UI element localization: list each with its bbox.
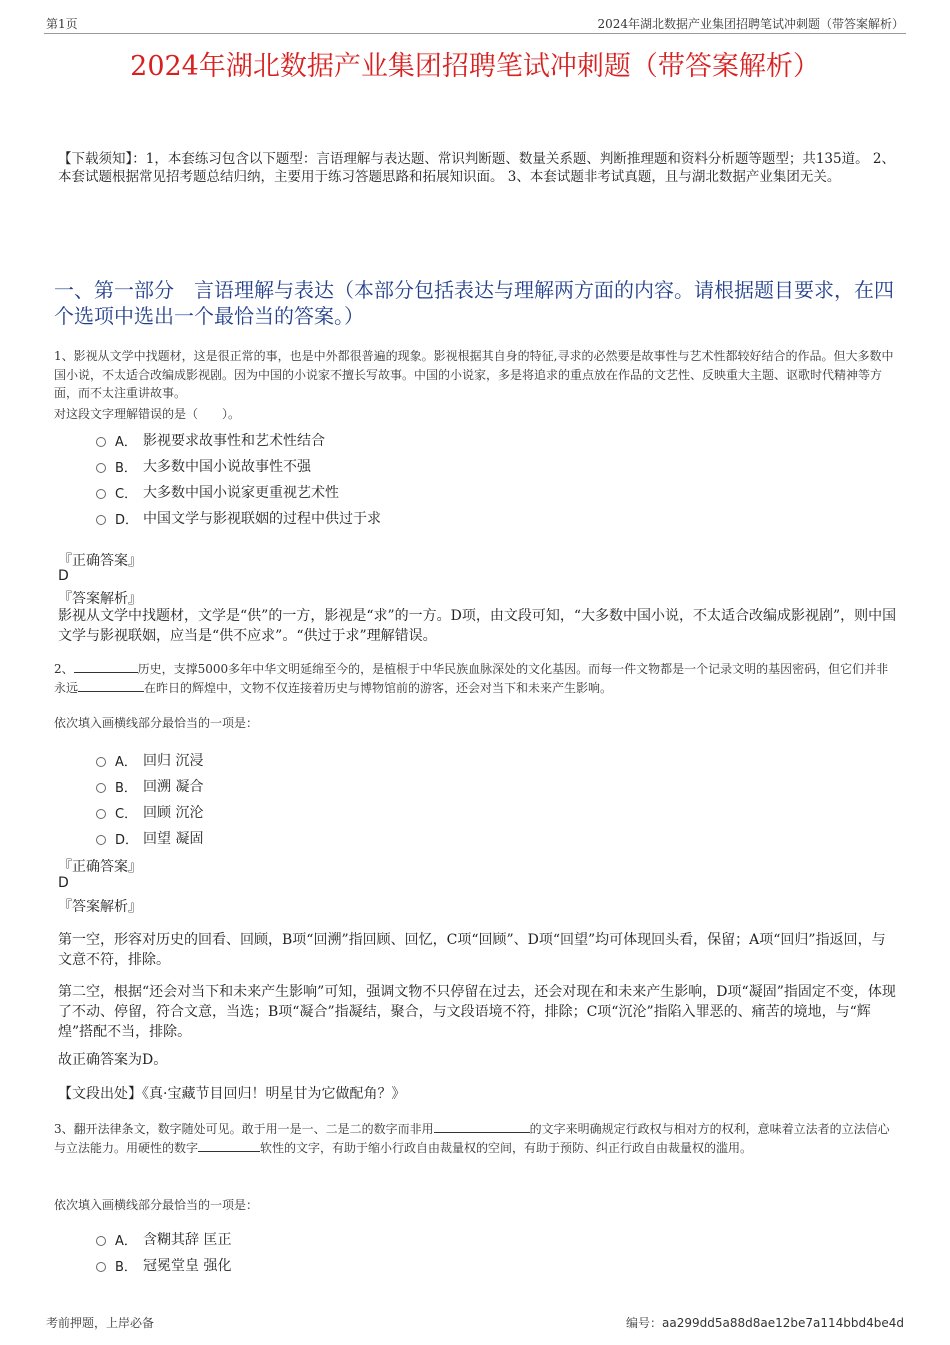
q1-analysis: 影视从文学中找题材，文学是“供”的一方，影视是“求”的一方。D项，由文段可知，“大多数中国小说，不太适合改编成影视剧”，则中国文学与影视联姻，应当是“供不应求”。“供过于求”理解错误。 bbox=[58, 608, 897, 644]
fill-blank bbox=[434, 1120, 530, 1133]
q2-conclusion: 故正确答案为D。 bbox=[58, 1052, 168, 1068]
q2-stem: 2、 历史，支撑5000多年中华文明延绵至今的，是植根于中华民族血脉深处的文化基因。而每一件文物都是一个记录文明的基因密码，但它们并非永远 在昨日的辉煌中，文物不仅连接着历史与博物馆前的游客，还会对当下和未来产生影响。 bbox=[54, 662, 889, 695]
footer-slogan: 考前押题，上岸必备 bbox=[46, 1316, 155, 1330]
radio-icon[interactable] bbox=[96, 1262, 106, 1272]
footer-code: 编号：aa299dd5a88d8ae12be7a114bbd4be4d bbox=[625, 1316, 904, 1330]
fill-blank bbox=[198, 1139, 260, 1152]
fill-blank bbox=[74, 660, 138, 673]
fill-blank bbox=[78, 679, 144, 692]
q2-option-b[interactable]: B． 回溯 凝合 bbox=[96, 776, 203, 796]
q1-analysis-label: 『答案解析』 bbox=[58, 591, 142, 607]
page-number: 第1页 bbox=[46, 17, 78, 31]
q1-stem: 1、影视从文学中找题材，这是很正常的事，也是中外都很普遍的现象。影视根据其自身的特征,寻求的必然要是故事性与艺术性都较好结合的作品。但大多数中国小说，不太适合改编成影视剧。因为中国的小说家不擅长写故事。中国的小说家，多是将追求的重点放在作品的文艺性、反映重大主题、讴歌时代精神等方面，而不太注重讲故事。 bbox=[54, 349, 894, 400]
q3-ask: 依次填入画横线部分最恰当的一项是： bbox=[54, 1198, 259, 1212]
radio-icon[interactable] bbox=[96, 1236, 106, 1246]
q2-ask: 依次填入画横线部分最恰当的一项是： bbox=[54, 716, 259, 730]
q2-analysis-label: 『答案解析』 bbox=[58, 899, 142, 915]
q1-option-a[interactable]: A． 影视要求故事性和艺术性结合 bbox=[96, 430, 325, 450]
radio-icon[interactable] bbox=[96, 515, 106, 525]
radio-icon[interactable] bbox=[96, 757, 106, 767]
q2-analysis-p2: 第二空，根据“还会对当下和未来产生影响”可知，强调文物不只停留在过去，还会对现在和未来产生影响，D项“凝固”指固定不变，体现了不动、停留，符合文意，当选；B项“凝合”指凝结，聚合，与文段语境不符，排除；C项“沉沦”指陷入罪恶的、痛苦的境地，与“辉煌”搭配不当，排除。 bbox=[58, 984, 896, 1040]
q2-option-a[interactable]: A． 回归 沉浸 bbox=[96, 750, 203, 770]
q1-option-b[interactable]: B． 大多数中国小说故事性不强 bbox=[96, 456, 311, 476]
q2-answer-label: 『正确答案』 bbox=[58, 859, 142, 875]
q2-source: 【文段出处】《真·宝藏节目回归！明星甘为它做配角？》 bbox=[58, 1086, 406, 1102]
q2-option-c[interactable]: C． 回顾 沉沦 bbox=[96, 802, 203, 822]
q3-stem: 3、翻开法律条文，数字随处可见。敢于用一是一、二是二的数字而非用 的文字来明确规定行政权与相对方的权利，意味着立法者的立法信心与立法能力。用硬性的数字 软性的文字，有助于缩小行政自由裁量权的空间，有助于预防、纠正行政自由裁量权的滥用。 bbox=[54, 1122, 890, 1155]
section-heading: 一、第一部分 言语理解与表达（本部分包括表达与理解两方面的内容。请根据题目要求，在四个选项中选出一个最恰当的答案。） bbox=[54, 278, 894, 328]
radio-icon[interactable] bbox=[96, 809, 106, 819]
q1-option-d[interactable]: D． 中国文学与影视联姻的过程中供过于求 bbox=[96, 508, 381, 528]
q1-ask: 对这段文字理解错误的是（ ）。 bbox=[54, 407, 241, 421]
q3-option-a[interactable]: A． 含糊其辞 匡正 bbox=[96, 1229, 231, 1249]
header-divider bbox=[44, 33, 906, 34]
radio-icon[interactable] bbox=[96, 489, 106, 499]
q2-answer: D bbox=[58, 875, 69, 891]
download-notice: 【下载须知】：1，本套练习包含以下题型：言语理解与表达题、常识判断题、数量关系题、判断推理题和资料分析题等题型；共135道。 2、本套试题根据常见招考题总结归纳，主要用于练习答题思路和拓展知识面。 3、本套试题非考试真题，且与湖北数据产业集团无关。 bbox=[58, 151, 895, 185]
page-title: 2024年湖北数据产业集团招聘笔试冲刺题（带答案解析） bbox=[130, 51, 820, 82]
q1-answer: D bbox=[58, 568, 69, 584]
radio-icon[interactable] bbox=[96, 463, 106, 473]
radio-icon[interactable] bbox=[96, 437, 106, 447]
q1-answer-label: 『正确答案』 bbox=[58, 553, 142, 569]
q3-option-b[interactable]: B． 冠冕堂皇 强化 bbox=[96, 1255, 231, 1275]
q2-option-d[interactable]: D． 回望 凝固 bbox=[96, 828, 203, 848]
radio-icon[interactable] bbox=[96, 783, 106, 793]
q2-analysis-p1: 第一空，形容对历史的回看、回顾，B项“回溯”指回顾、回忆，C项“回顾”、D项“回望”均可体现回头看，保留；A项“回归”指返回，与文意不符，排除。 bbox=[58, 932, 886, 968]
q1-option-c[interactable]: C． 大多数中国小说家更重视艺术性 bbox=[96, 482, 339, 502]
header-doc-title: 2024年湖北数据产业集团招聘笔试冲刺题（带答案解析） bbox=[597, 17, 904, 31]
radio-icon[interactable] bbox=[96, 835, 106, 845]
